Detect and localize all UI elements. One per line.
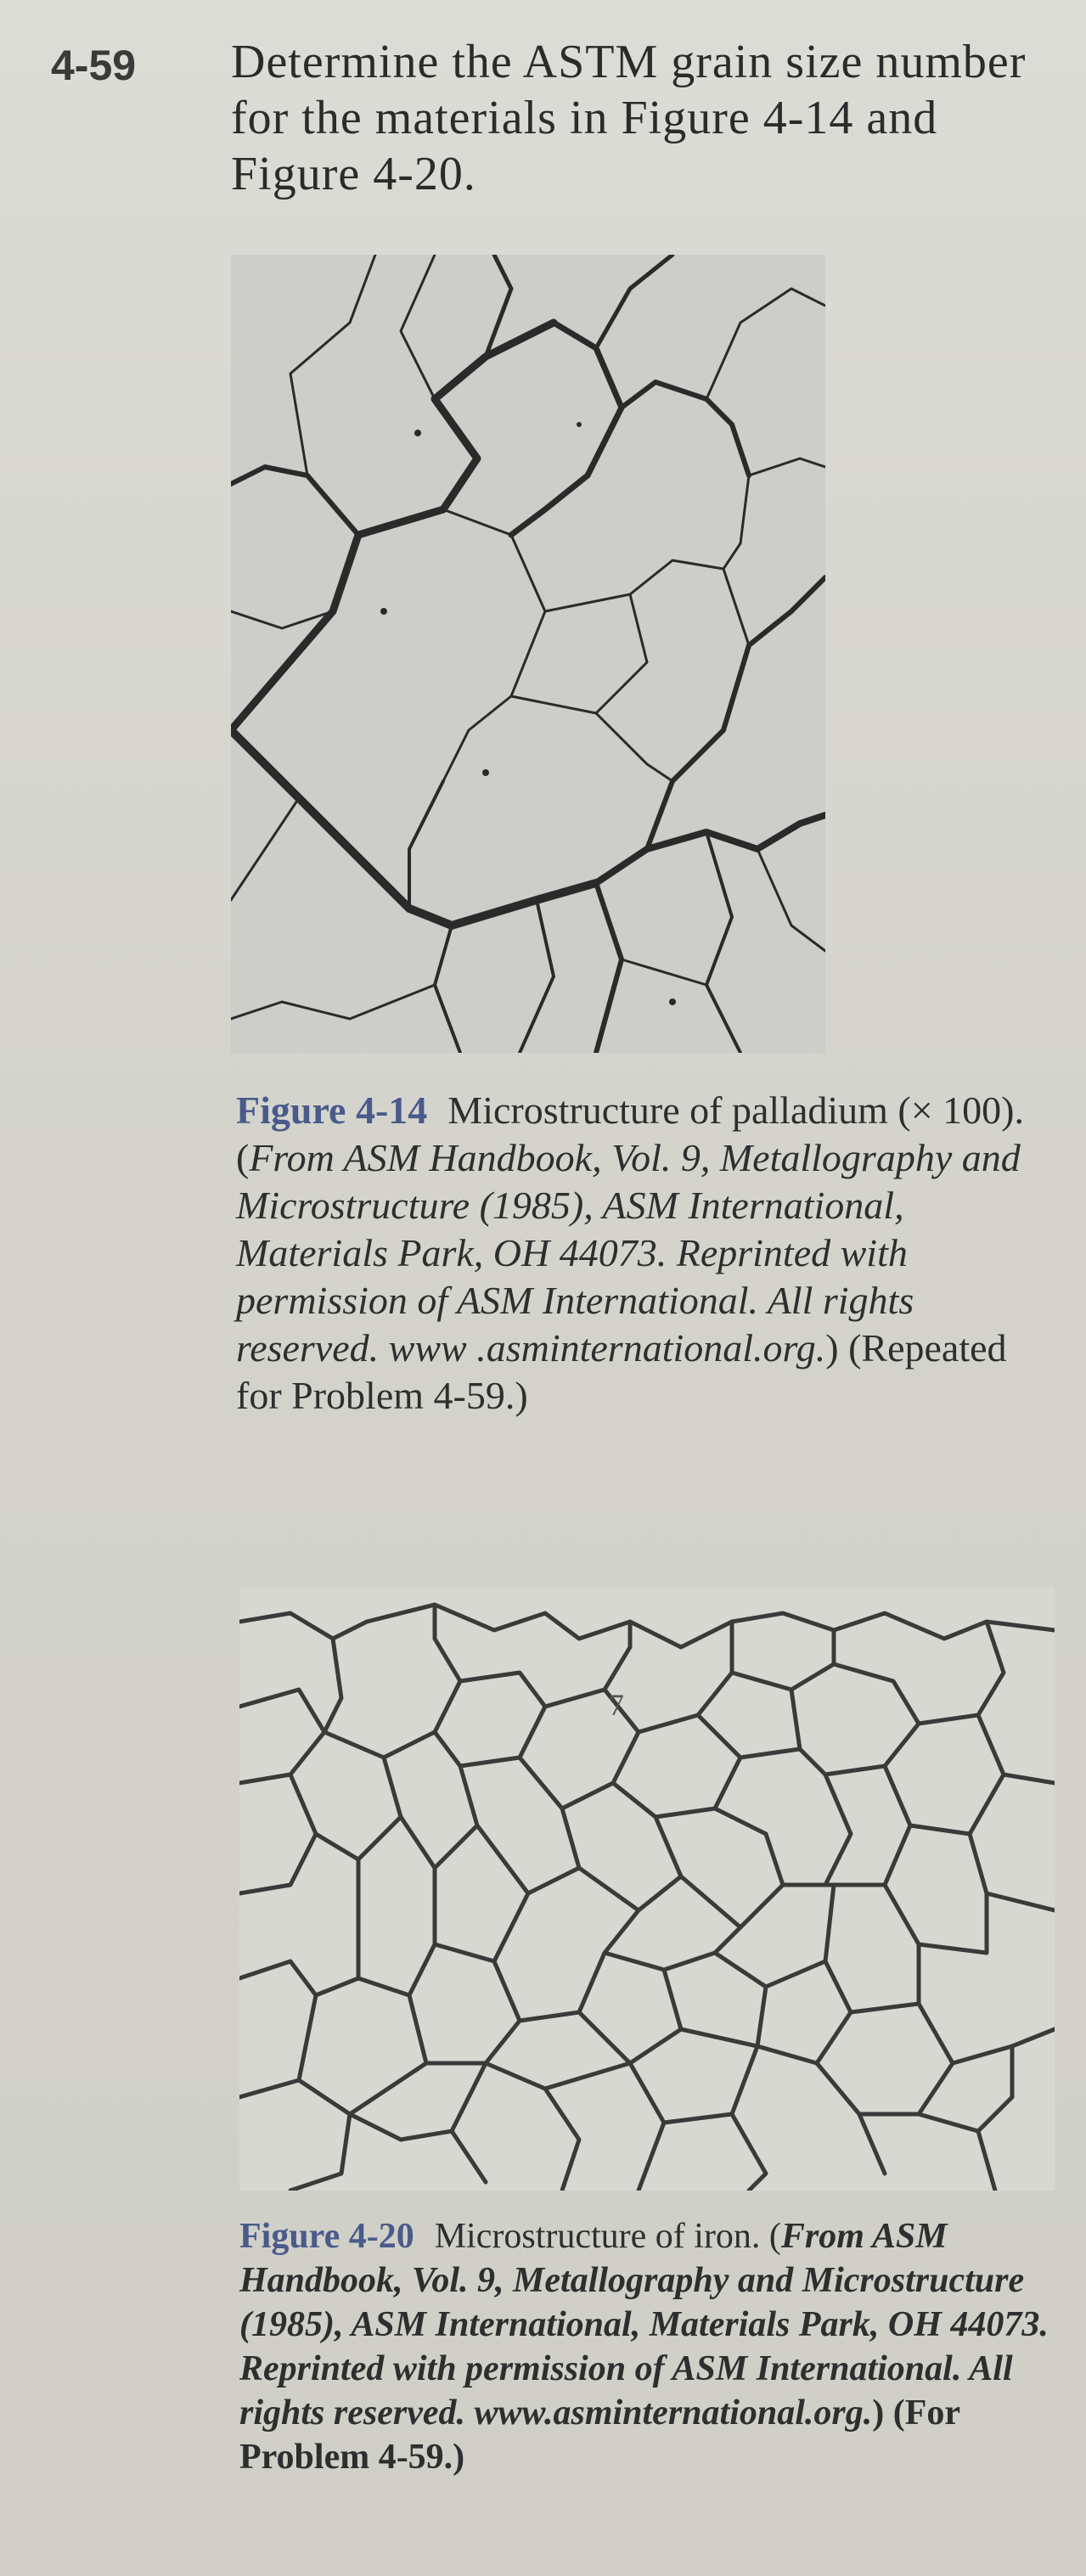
figure-4-20-caption-text: Microstructure of iron. ( xyxy=(434,2217,781,2256)
figure-4-14-caption-text: Microstructure of palladium (× 100). ( xyxy=(236,1088,1024,1179)
figure-4-20-caption xyxy=(239,2214,1055,2479)
figure-4-14-caption-note: ) (Repeated for Problem 4-59.) xyxy=(236,1326,1007,1417)
iron-image-mark: 7 xyxy=(609,1688,624,1722)
palladium-grain-boundaries xyxy=(231,255,825,1053)
figure-4-14-source: From ASM Handbook, Vol. 9, Metallography and Microstructure (1985), ASM International, Materials Park, OH 44073. Reprinted with permission of ASM International. All rights reserved. www .asminternational.org. xyxy=(236,1136,1021,1370)
palladium-micrograph xyxy=(231,255,825,1053)
problem-number: 4-59 xyxy=(51,42,137,89)
figure-4-20-source: From ASM Handbook, Vol. 9, Metallography and Microstructure (1985), ASM International, Materials Park, OH 44073. Reprinted with permission of ASM International. All rights reserved. www.asminternational.org. xyxy=(239,2217,1049,2433)
iron-grain-boundaries xyxy=(239,1588,1055,2191)
figure-4-14-caption xyxy=(236,1087,1043,1420)
figure-4-20-caption-note: ) (For Problem 4-59.) xyxy=(239,2393,960,2477)
figure-4-14-label: Figure 4-14 xyxy=(236,1088,428,1132)
iron-micrograph xyxy=(239,1588,1055,2191)
figure-4-20-label: Figure 4-20 xyxy=(239,2217,414,2256)
problem-statement: Determine the ASTM grain size number for the materials in Figure 4-14 and Figure 4-20. xyxy=(231,36,1027,200)
